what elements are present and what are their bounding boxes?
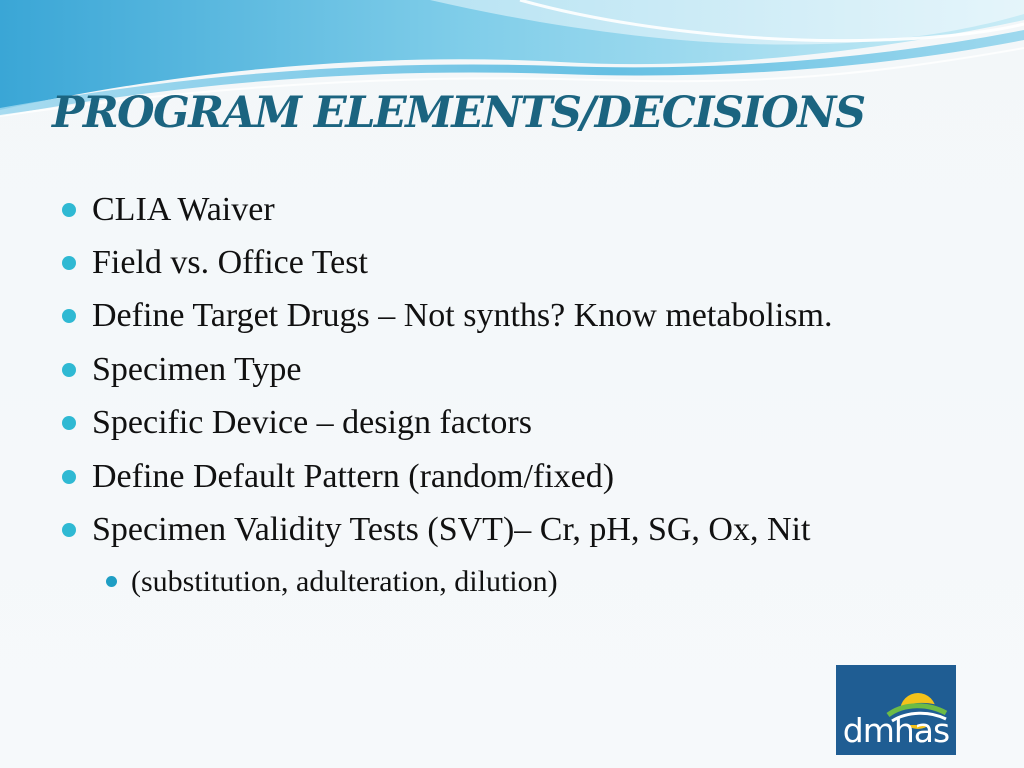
dmhas-logo [836,665,956,755]
bullet-text: Specific Device – design factors [92,404,532,442]
bullet-item [62,236,1002,289]
sub-bullet-text: (substitution, adulteration, dilution) [131,564,558,598]
bullet-item [62,343,1002,396]
logo-text: dmhas [842,711,950,750]
bullet-dot-icon [62,470,76,484]
bullet-text: Specimen Validity Tests (SVT)– Cr, pH, SG, Ox, Nit [92,511,811,549]
bullet-dot-icon [62,363,76,377]
bullet-item [62,183,1002,236]
bullet-dot-icon [62,523,76,537]
slide-title: PROGRAM ELEMENTS/DECISIONS [52,88,865,138]
bullet-text: Define Target Drugs – Not synths? Know metabolism. [92,297,833,335]
bullet-dot-icon [62,203,76,217]
bullet-dot-icon [62,256,76,270]
bullet-list [62,183,1002,607]
sub-bullet-dot-icon [106,576,117,587]
bullet-dot-icon [62,416,76,430]
bullet-item [62,290,1002,343]
bullet-item [62,503,1002,556]
sub-bullet-item [62,557,1002,607]
bullet-item [62,450,1002,503]
bullet-text: CLIA Waiver [92,190,275,228]
bullet-item [62,397,1002,450]
bullet-dot-icon [62,309,76,323]
bullet-text: Specimen Type [92,350,302,388]
bullet-text: Field vs. Office Test [92,244,368,282]
bullet-text: Define Default Pattern (random/fixed) [92,457,615,495]
